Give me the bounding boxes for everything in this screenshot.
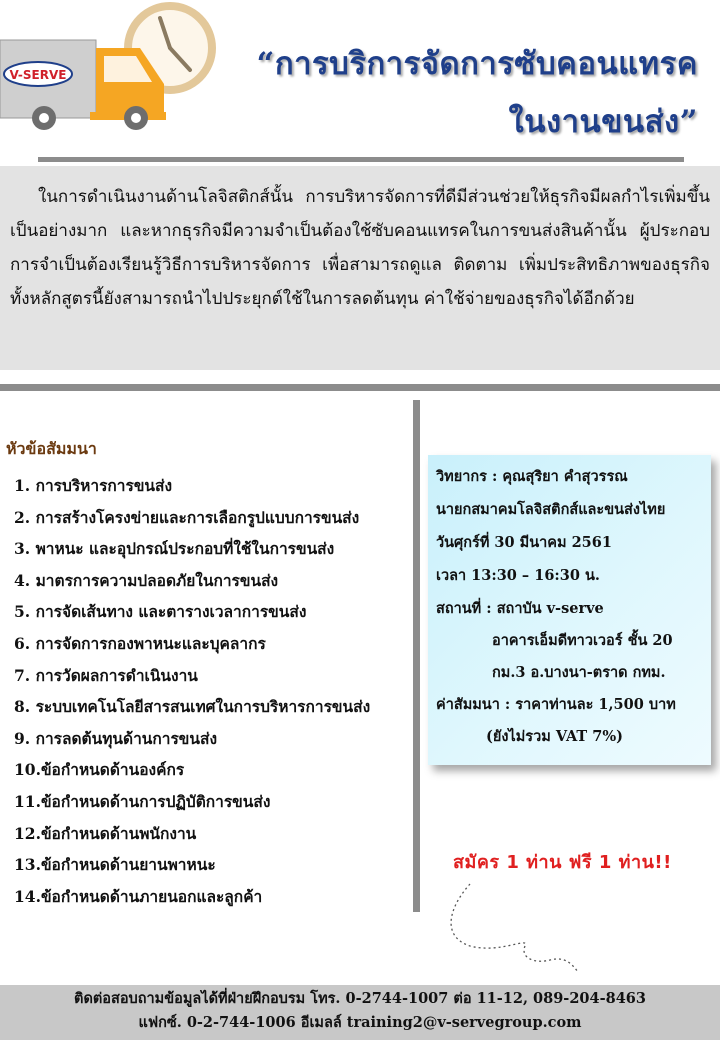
- truck-clock-illustration: [0, 0, 230, 140]
- topic-item: 10.ข้อกำหนดด้านองค์กร: [14, 760, 185, 780]
- intro-text: ในการดำเนินงานด้านโลจิสติกส์นั้น การบริหารจัดการที่ดีมีส่วนช่วยให้ธุรกิจมีผลกำไรเพิ่มขึ้นเป็นอย่างมาก และหากธุรกิจมีความจำเป็นต้องใช้ซับคอนแทรคในการขนส่งสินค้านั้น ผู้ประกอบการจำเป็นต้องเรียนรู้วิธีการบริหารจัดการ เพื่อสามารถดูแล ติดตาม เพิ่มประสิทธิภาพของธุรกิจ ทั้งหลักสูตรนี้ยังสามารถนำไปประยุกต์ใช้ในการลดต้นทุน ค่าใช้จ่ายของธุรกิจได้อีกด้วย: [10, 187, 710, 309]
- middle-divider: [0, 384, 720, 391]
- topic-item: 11.ข้อกำหนดด้านการปฏิบัติการขนส่ง: [14, 791, 271, 811]
- topic-item: 12.ข้อกำหนดด้านพนักงาน: [14, 823, 197, 843]
- intro-panel: [0, 166, 720, 370]
- topic-item: 13.ข้อกำหนดด้านยานพาหนะ: [14, 855, 216, 875]
- speaker-title: นายกสมาคมโลจิสติกส์และขนส่งไทย: [436, 501, 666, 518]
- seminar-fee: ค่าสัมมนา : ราคาท่านละ 1,500 บาท: [436, 696, 676, 713]
- seminar-date: วันศุกร์ที่ 30 มีนาคม 2561: [436, 534, 612, 551]
- contact-line-2: แฟกซ์. 0-2-744-1006 อีเมลล์ training2@v-servegroup.com: [138, 1014, 582, 1031]
- topic-item: 4. มาตรการความปลอดภัยในการขนส่ง: [14, 570, 279, 590]
- page-title-line-1: “การบริการจัดการซับคอนแทรค: [256, 46, 698, 82]
- topic-item: 3. พาหนะ และอุปกรณ์ประกอบที่ใช้ในการขนส่ง: [14, 539, 335, 559]
- vertical-divider: [413, 400, 420, 912]
- topic-item: 9. การลดต้นทุนด้านการขนส่ง: [14, 728, 218, 748]
- venue-line-1: สถานที่ : สถาบัน v-serve: [436, 600, 604, 617]
- venue-line-3: กม.3 อ.บางนา-ตราด กทม.: [492, 664, 666, 681]
- topic-item: 2. การสร้างโครงข่ายและการเลือกรูปแบบการขนส่ง: [14, 507, 360, 527]
- seminar-info-box: [428, 455, 711, 765]
- promo-text: สมัคร 1 ท่าน ฟรี 1 ท่าน!!: [453, 852, 672, 873]
- dotted-squiggle-decoration: [440, 876, 580, 976]
- topics-heading: หัวข้อสัมมนา: [6, 439, 97, 458]
- svg-text:V-SERVE: V-SERVE: [9, 68, 67, 82]
- topic-item: 5. การจัดเส้นทาง และตารางเวลาการขนส่ง: [14, 602, 307, 622]
- seminar-time: เวลา 13:30 – 16:30 น.: [436, 567, 600, 584]
- contact-footer: [0, 985, 720, 1040]
- page-title-line-2: ในงานขนส่ง”: [508, 104, 698, 140]
- truck-icon: [0, 40, 166, 130]
- topics-list: [14, 470, 414, 912]
- contact-line-1: ติดต่อสอบถามข้อมูลได้ที่ฝ่ายฝึกอบรม โทร. 0-2744-1007 ต่อ 11-12, 089-204-8463: [74, 990, 646, 1007]
- speaker: วิทยากร : คุณสุริยา คำสุวรรณ: [436, 468, 628, 485]
- topic-item: 8. ระบบเทคโนโลยีสารสนเทศในการบริหารการขนส่ง: [14, 697, 371, 717]
- venue-line-2: อาคารเอ็มดีทาวเวอร์ ชั้น 20: [492, 632, 673, 649]
- topic-item: 14.ข้อกำหนดด้านภายนอกและลูกค้า: [14, 886, 263, 906]
- topic-item: 6. การจัดการกองพาหนะและบุคลากร: [14, 633, 266, 653]
- topic-item: 1. การบริหารการขนส่ง: [14, 476, 173, 495]
- top-divider: [38, 157, 684, 162]
- topic-item: 7. การวัดผลการดำเนินงาน: [14, 665, 198, 685]
- fee-note: (ยังไม่รวม VAT 7%): [486, 728, 623, 745]
